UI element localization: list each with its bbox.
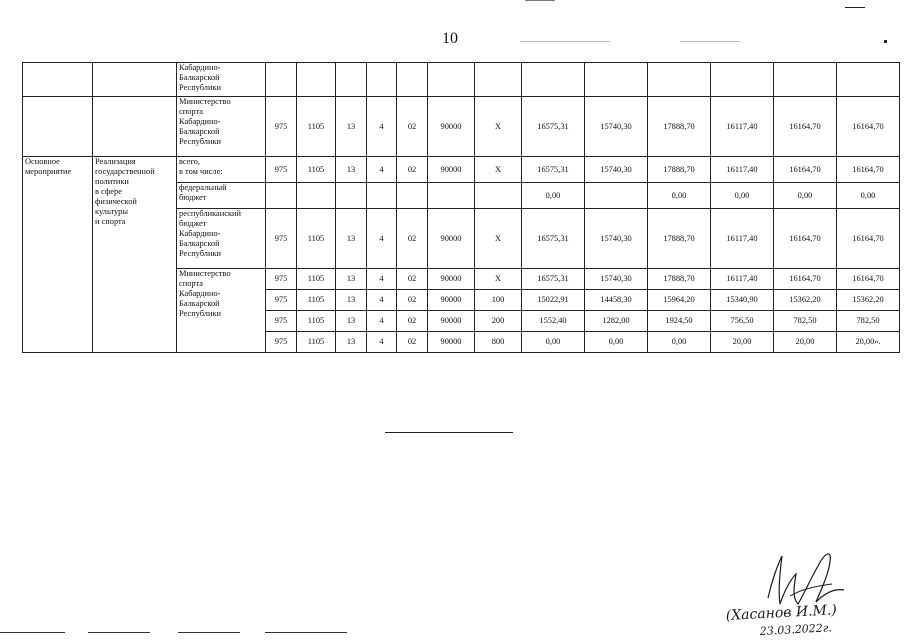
svg-text:(Хасанов И.М.): (Хасанов И.М.) xyxy=(725,602,838,624)
code-cell: 975 xyxy=(266,157,297,183)
amount-cell: 0,00 xyxy=(522,183,585,209)
table-row xyxy=(23,97,900,157)
amount-cell xyxy=(711,63,774,97)
amount-cell: 16164,70 xyxy=(837,209,900,269)
amount-cell xyxy=(522,63,585,97)
code-cell: 13 xyxy=(336,157,367,183)
organization-cell: Министерство спорта Кабардино- Балкарской Республики xyxy=(177,269,266,353)
code-cell: 13 xyxy=(336,209,367,269)
code-cell: 975 xyxy=(266,332,297,353)
scan-mark xyxy=(845,7,865,8)
code-cell xyxy=(336,183,367,209)
organization-cell: республиканский бюджет Кабардино- Балкарской Республики xyxy=(177,209,266,269)
code-cell: 4 xyxy=(367,157,397,183)
code-cell: 02 xyxy=(397,157,428,183)
end-rule xyxy=(385,432,513,433)
amount-cell: 0,00 xyxy=(648,332,711,353)
code-cell xyxy=(297,183,336,209)
organization-cell: федеральный бюджет xyxy=(177,183,266,209)
organization-cell: Кабардино- Балкарской Республики xyxy=(177,63,266,97)
amount-cell: 1282,00 xyxy=(585,311,648,332)
amount-cell: 16117,40 xyxy=(711,209,774,269)
handwritten-signature xyxy=(720,540,890,640)
amount-cell: 16164,70 xyxy=(837,97,900,157)
code-cell: 02 xyxy=(397,97,428,157)
code-cell xyxy=(475,63,522,97)
code-cell xyxy=(297,63,336,97)
code-cell xyxy=(397,183,428,209)
amount-cell: 20,00 xyxy=(711,332,774,353)
budget-table xyxy=(22,62,900,353)
amount-cell: 15022,91 xyxy=(522,290,585,311)
code-cell: 975 xyxy=(266,97,297,157)
amount-cell: 16575,31 xyxy=(522,269,585,290)
organization-cell: всего, в том числе: xyxy=(177,157,266,183)
code-cell: 1105 xyxy=(297,209,336,269)
amount-cell: 15740,30 xyxy=(585,269,648,290)
svg-text:23.03.2022г.: 23.03.2022г. xyxy=(759,621,833,638)
amount-cell: 20,00». xyxy=(837,332,900,353)
amount-cell: 1552,40 xyxy=(522,311,585,332)
code-cell: 100 xyxy=(475,290,522,311)
organization-cell: Министерство спорта Кабардино- Балкарской Республики xyxy=(177,97,266,157)
amount-cell: 16164,70 xyxy=(837,157,900,183)
status-cell xyxy=(23,97,93,157)
amount-cell: 15362,20 xyxy=(837,290,900,311)
code-cell: 13 xyxy=(336,311,367,332)
status-cell: Основное мероприятие xyxy=(23,157,93,353)
measure-cell xyxy=(93,97,177,157)
code-cell: 4 xyxy=(367,97,397,157)
amount-cell xyxy=(774,63,837,97)
code-cell xyxy=(475,183,522,209)
amount-cell: 16164,70 xyxy=(774,157,837,183)
amount-cell: 17888,70 xyxy=(648,97,711,157)
amount-cell: 15740,30 xyxy=(585,157,648,183)
amount-cell: 16164,70 xyxy=(774,209,837,269)
code-cell xyxy=(367,63,397,97)
amount-cell: 16117,40 xyxy=(711,157,774,183)
code-cell: 90000 xyxy=(428,290,475,311)
amount-cell: 0,00 xyxy=(522,332,585,353)
amount-cell: 20,00 xyxy=(774,332,837,353)
amount-cell: 782,50 xyxy=(774,311,837,332)
measure-cell: Реализация государственной политики в сфере физической культуры и спорта xyxy=(93,157,177,353)
code-cell: 13 xyxy=(336,290,367,311)
code-cell: 1105 xyxy=(297,311,336,332)
code-cell: 90000 xyxy=(428,332,475,353)
amount-cell: 0,00 xyxy=(837,183,900,209)
amount-cell: 0,00 xyxy=(585,332,648,353)
code-cell: 02 xyxy=(397,332,428,353)
amount-cell: 16164,70 xyxy=(774,269,837,290)
code-cell xyxy=(367,183,397,209)
code-cell xyxy=(428,183,475,209)
amount-cell: 756,50 xyxy=(711,311,774,332)
amount-cell: 16117,40 xyxy=(711,97,774,157)
code-cell: 975 xyxy=(266,209,297,269)
code-cell: 800 xyxy=(475,332,522,353)
code-cell: 90000 xyxy=(428,97,475,157)
scan-mark xyxy=(525,0,555,1)
amount-cell xyxy=(585,63,648,97)
code-cell: 975 xyxy=(266,269,297,290)
code-cell: 13 xyxy=(336,332,367,353)
code-cell: 4 xyxy=(367,209,397,269)
code-cell xyxy=(266,183,297,209)
code-cell: X xyxy=(475,209,522,269)
code-cell: 02 xyxy=(397,269,428,290)
amount-cell: 17888,70 xyxy=(648,269,711,290)
footer-line xyxy=(88,632,150,633)
page-number: 10 xyxy=(442,30,458,47)
code-cell: 1105 xyxy=(297,97,336,157)
amount-cell: 15964,20 xyxy=(648,290,711,311)
footer-line xyxy=(265,632,347,633)
amount-cell: 15362,20 xyxy=(774,290,837,311)
amount-cell: 14458,30 xyxy=(585,290,648,311)
amount-cell: 16575,31 xyxy=(522,209,585,269)
scan-mark xyxy=(680,41,740,42)
code-cell: 4 xyxy=(367,332,397,353)
code-cell: 02 xyxy=(397,209,428,269)
amount-cell: 0,00 xyxy=(774,183,837,209)
code-cell xyxy=(266,63,297,97)
scan-mark xyxy=(520,41,610,42)
amount-cell xyxy=(837,63,900,97)
code-cell: X xyxy=(475,97,522,157)
code-cell: 200 xyxy=(475,311,522,332)
code-cell: 13 xyxy=(336,269,367,290)
amount-cell xyxy=(585,183,648,209)
code-cell xyxy=(428,63,475,97)
scan-mark xyxy=(884,40,887,43)
amount-cell: 16164,70 xyxy=(837,269,900,290)
amount-cell: 17888,70 xyxy=(648,157,711,183)
amount-cell: 16575,31 xyxy=(522,157,585,183)
amount-cell: 16164,70 xyxy=(774,97,837,157)
code-cell: 4 xyxy=(367,290,397,311)
amount-cell: 1924,50 xyxy=(648,311,711,332)
amount-cell xyxy=(648,63,711,97)
code-cell: 1105 xyxy=(297,269,336,290)
amount-cell: 16575,31 xyxy=(522,97,585,157)
code-cell: 13 xyxy=(336,97,367,157)
code-cell: 975 xyxy=(266,290,297,311)
table-row xyxy=(23,63,900,97)
footer-line xyxy=(178,632,240,633)
amount-cell: 782,50 xyxy=(837,311,900,332)
code-cell: 02 xyxy=(397,290,428,311)
amount-cell: 17888,70 xyxy=(648,209,711,269)
amount-cell: 15740,30 xyxy=(585,97,648,157)
code-cell: 90000 xyxy=(428,209,475,269)
code-cell: 1105 xyxy=(297,157,336,183)
status-cell xyxy=(23,63,93,97)
code-cell: 1105 xyxy=(297,332,336,353)
amount-cell: 15740,30 xyxy=(585,209,648,269)
code-cell: 90000 xyxy=(428,311,475,332)
code-cell xyxy=(397,63,428,97)
code-cell xyxy=(336,63,367,97)
amount-cell: 16117,40 xyxy=(711,269,774,290)
code-cell: 02 xyxy=(397,311,428,332)
code-cell: 4 xyxy=(367,311,397,332)
code-cell: 1105 xyxy=(297,290,336,311)
code-cell: 90000 xyxy=(428,157,475,183)
measure-cell xyxy=(93,63,177,97)
code-cell: 90000 xyxy=(428,269,475,290)
code-cell: 975 xyxy=(266,311,297,332)
table-row xyxy=(23,157,900,183)
footer-line xyxy=(0,632,65,633)
code-cell: 4 xyxy=(367,269,397,290)
amount-cell: 0,00 xyxy=(648,183,711,209)
code-cell: X xyxy=(475,269,522,290)
amount-cell: 0,00 xyxy=(711,183,774,209)
amount-cell: 15340,90 xyxy=(711,290,774,311)
code-cell: X xyxy=(475,157,522,183)
